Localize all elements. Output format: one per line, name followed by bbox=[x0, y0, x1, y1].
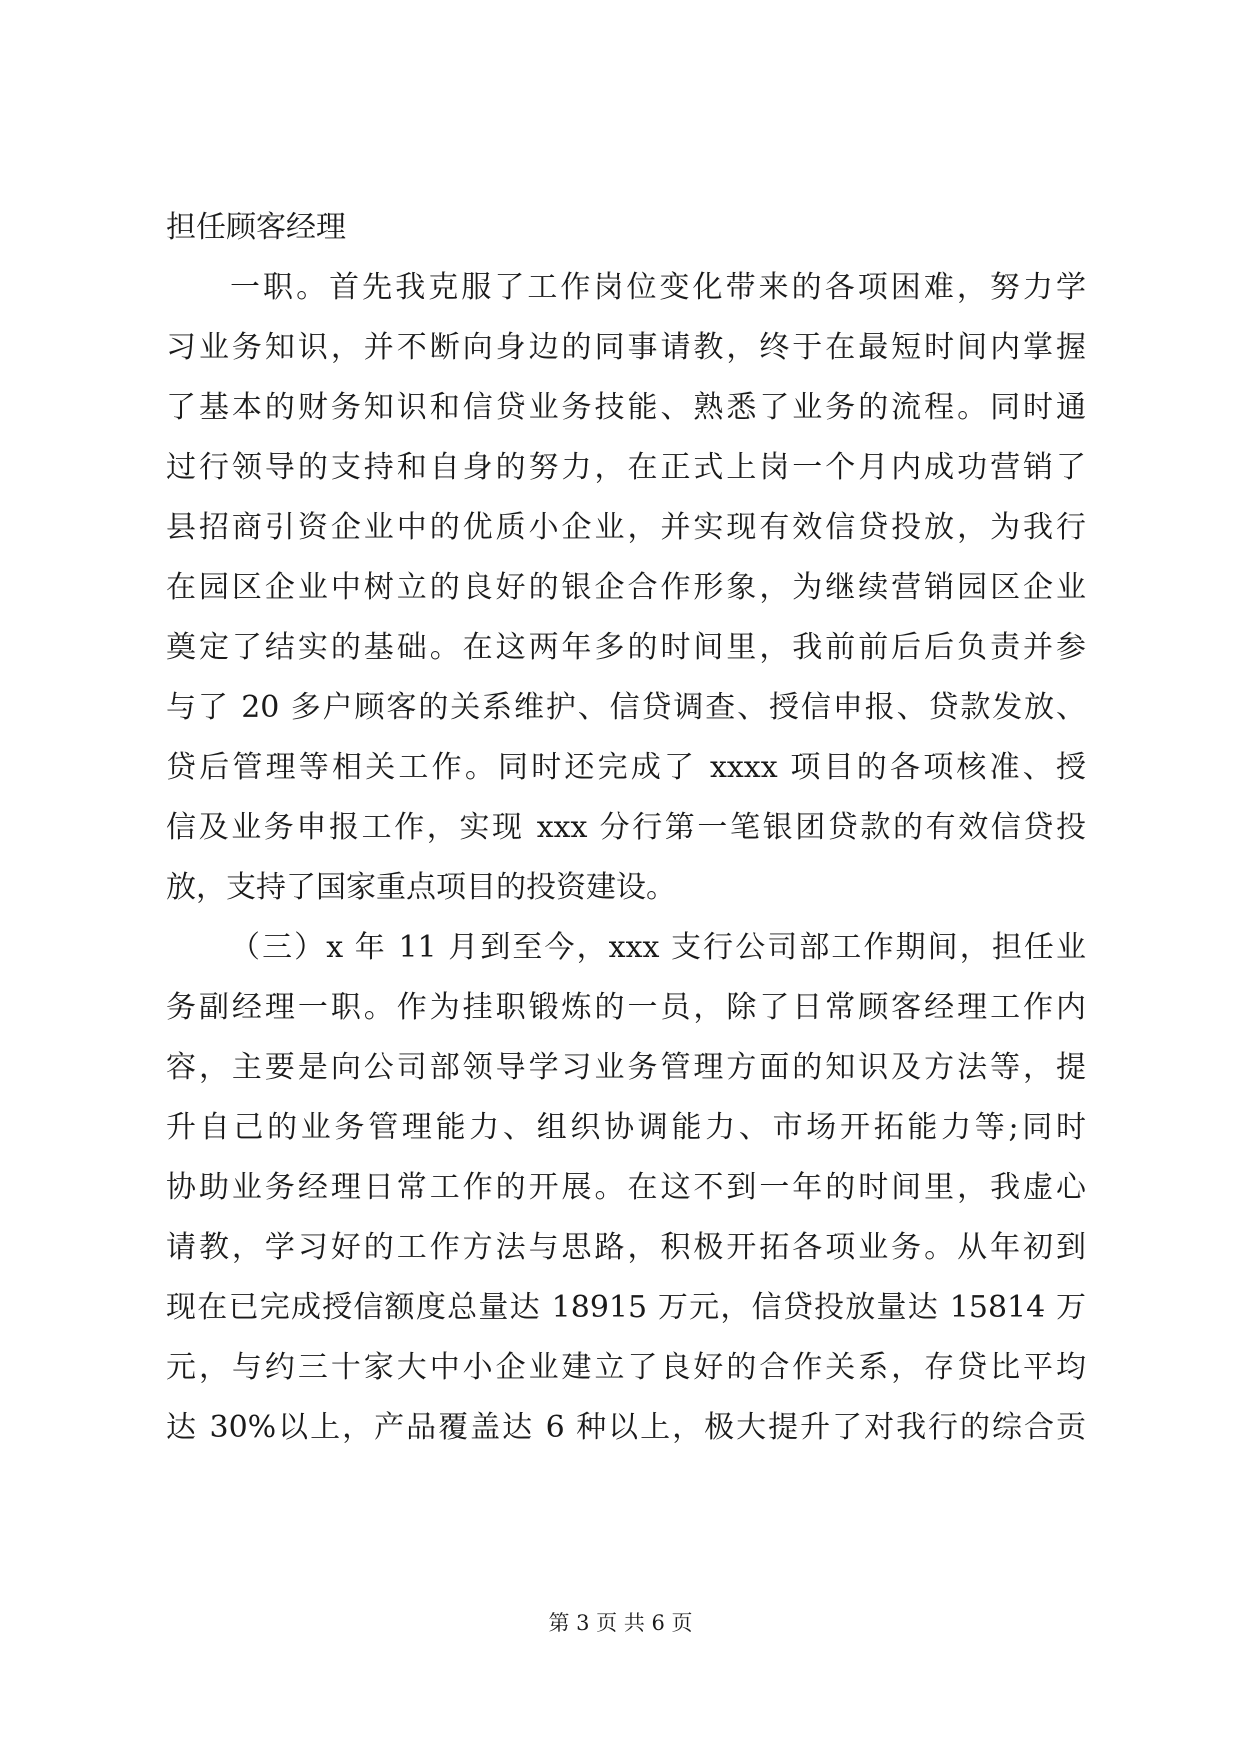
page-footer: 第 3 页 共 6 页 bbox=[548, 1611, 693, 1635]
paragraph-line: 达 30%以上，产品覆盖达 6 种以上，极大提升了对我行的综合贡 bbox=[166, 1410, 1086, 1445]
paragraph-line-heading: 担任顾客经理 bbox=[166, 210, 346, 245]
paragraph-line: 过行领导的支持和自身的努力，在正式上岗一个月内成功营销了 bbox=[166, 450, 1086, 485]
paragraph-line: 与了 20 多户顾客的关系维护、信贷调查、授信申报、贷款发放、 bbox=[166, 690, 1086, 725]
paragraph-line: 奠定了结实的基础。在这两年多的时间里，我前前后后负责并参 bbox=[166, 630, 1086, 665]
paragraph-line: 务副经理一职。作为挂职锻炼的一员，除了日常顾客经理工作内 bbox=[166, 990, 1086, 1025]
paragraph-line: （三）x 年 11 月到至今，xxx 支行公司部工作期间，担任业 bbox=[230, 930, 1086, 965]
paragraph-line: 元，与约三十家大中小企业建立了良好的合作关系，存贷比平均 bbox=[166, 1350, 1086, 1385]
paragraph-line: 贷后管理等相关工作。同时还完成了 xxxx 项目的各项核准、授 bbox=[166, 750, 1086, 785]
paragraph-line: 升自己的业务管理能力、组织协调能力、市场开拓能力等;同时 bbox=[166, 1110, 1086, 1145]
paragraph-line: 县招商引资企业中的优质小企业，并实现有效信贷投放，为我行 bbox=[166, 510, 1086, 545]
paragraph-line: 容，主要是向公司部领导学习业务管理方面的知识及方法等，提 bbox=[166, 1050, 1086, 1085]
paragraph-line: 一职。首先我克服了工作岗位变化带来的各项困难，努力学 bbox=[230, 270, 1086, 305]
paragraph-line: 信及业务申报工作，实现 xxx 分行第一笔银团贷款的有效信贷投 bbox=[166, 810, 1086, 845]
paragraph-line: 在园区企业中树立的良好的银企合作形象，为继续营销园区企业 bbox=[166, 570, 1086, 605]
paragraph-line: 了基本的财务知识和信贷业务技能、熟悉了业务的流程。同时通 bbox=[166, 390, 1086, 425]
paragraph-line: 现在已完成授信额度总量达 18915 万元，信贷投放量达 15814 万 bbox=[166, 1290, 1086, 1325]
paragraph-line: 请教，学习好的工作方法与思路，积极开拓各项业务。从年初到 bbox=[166, 1230, 1086, 1265]
paragraph-line: 习业务知识，并不断向身边的同事请教，终于在最短时间内掌握 bbox=[166, 330, 1086, 365]
paragraph-line: 放，支持了国家重点项目的投资建设。 bbox=[166, 870, 676, 905]
paragraph-line: 协助业务经理日常工作的开展。在这不到一年的时间里，我虚心 bbox=[166, 1170, 1086, 1205]
